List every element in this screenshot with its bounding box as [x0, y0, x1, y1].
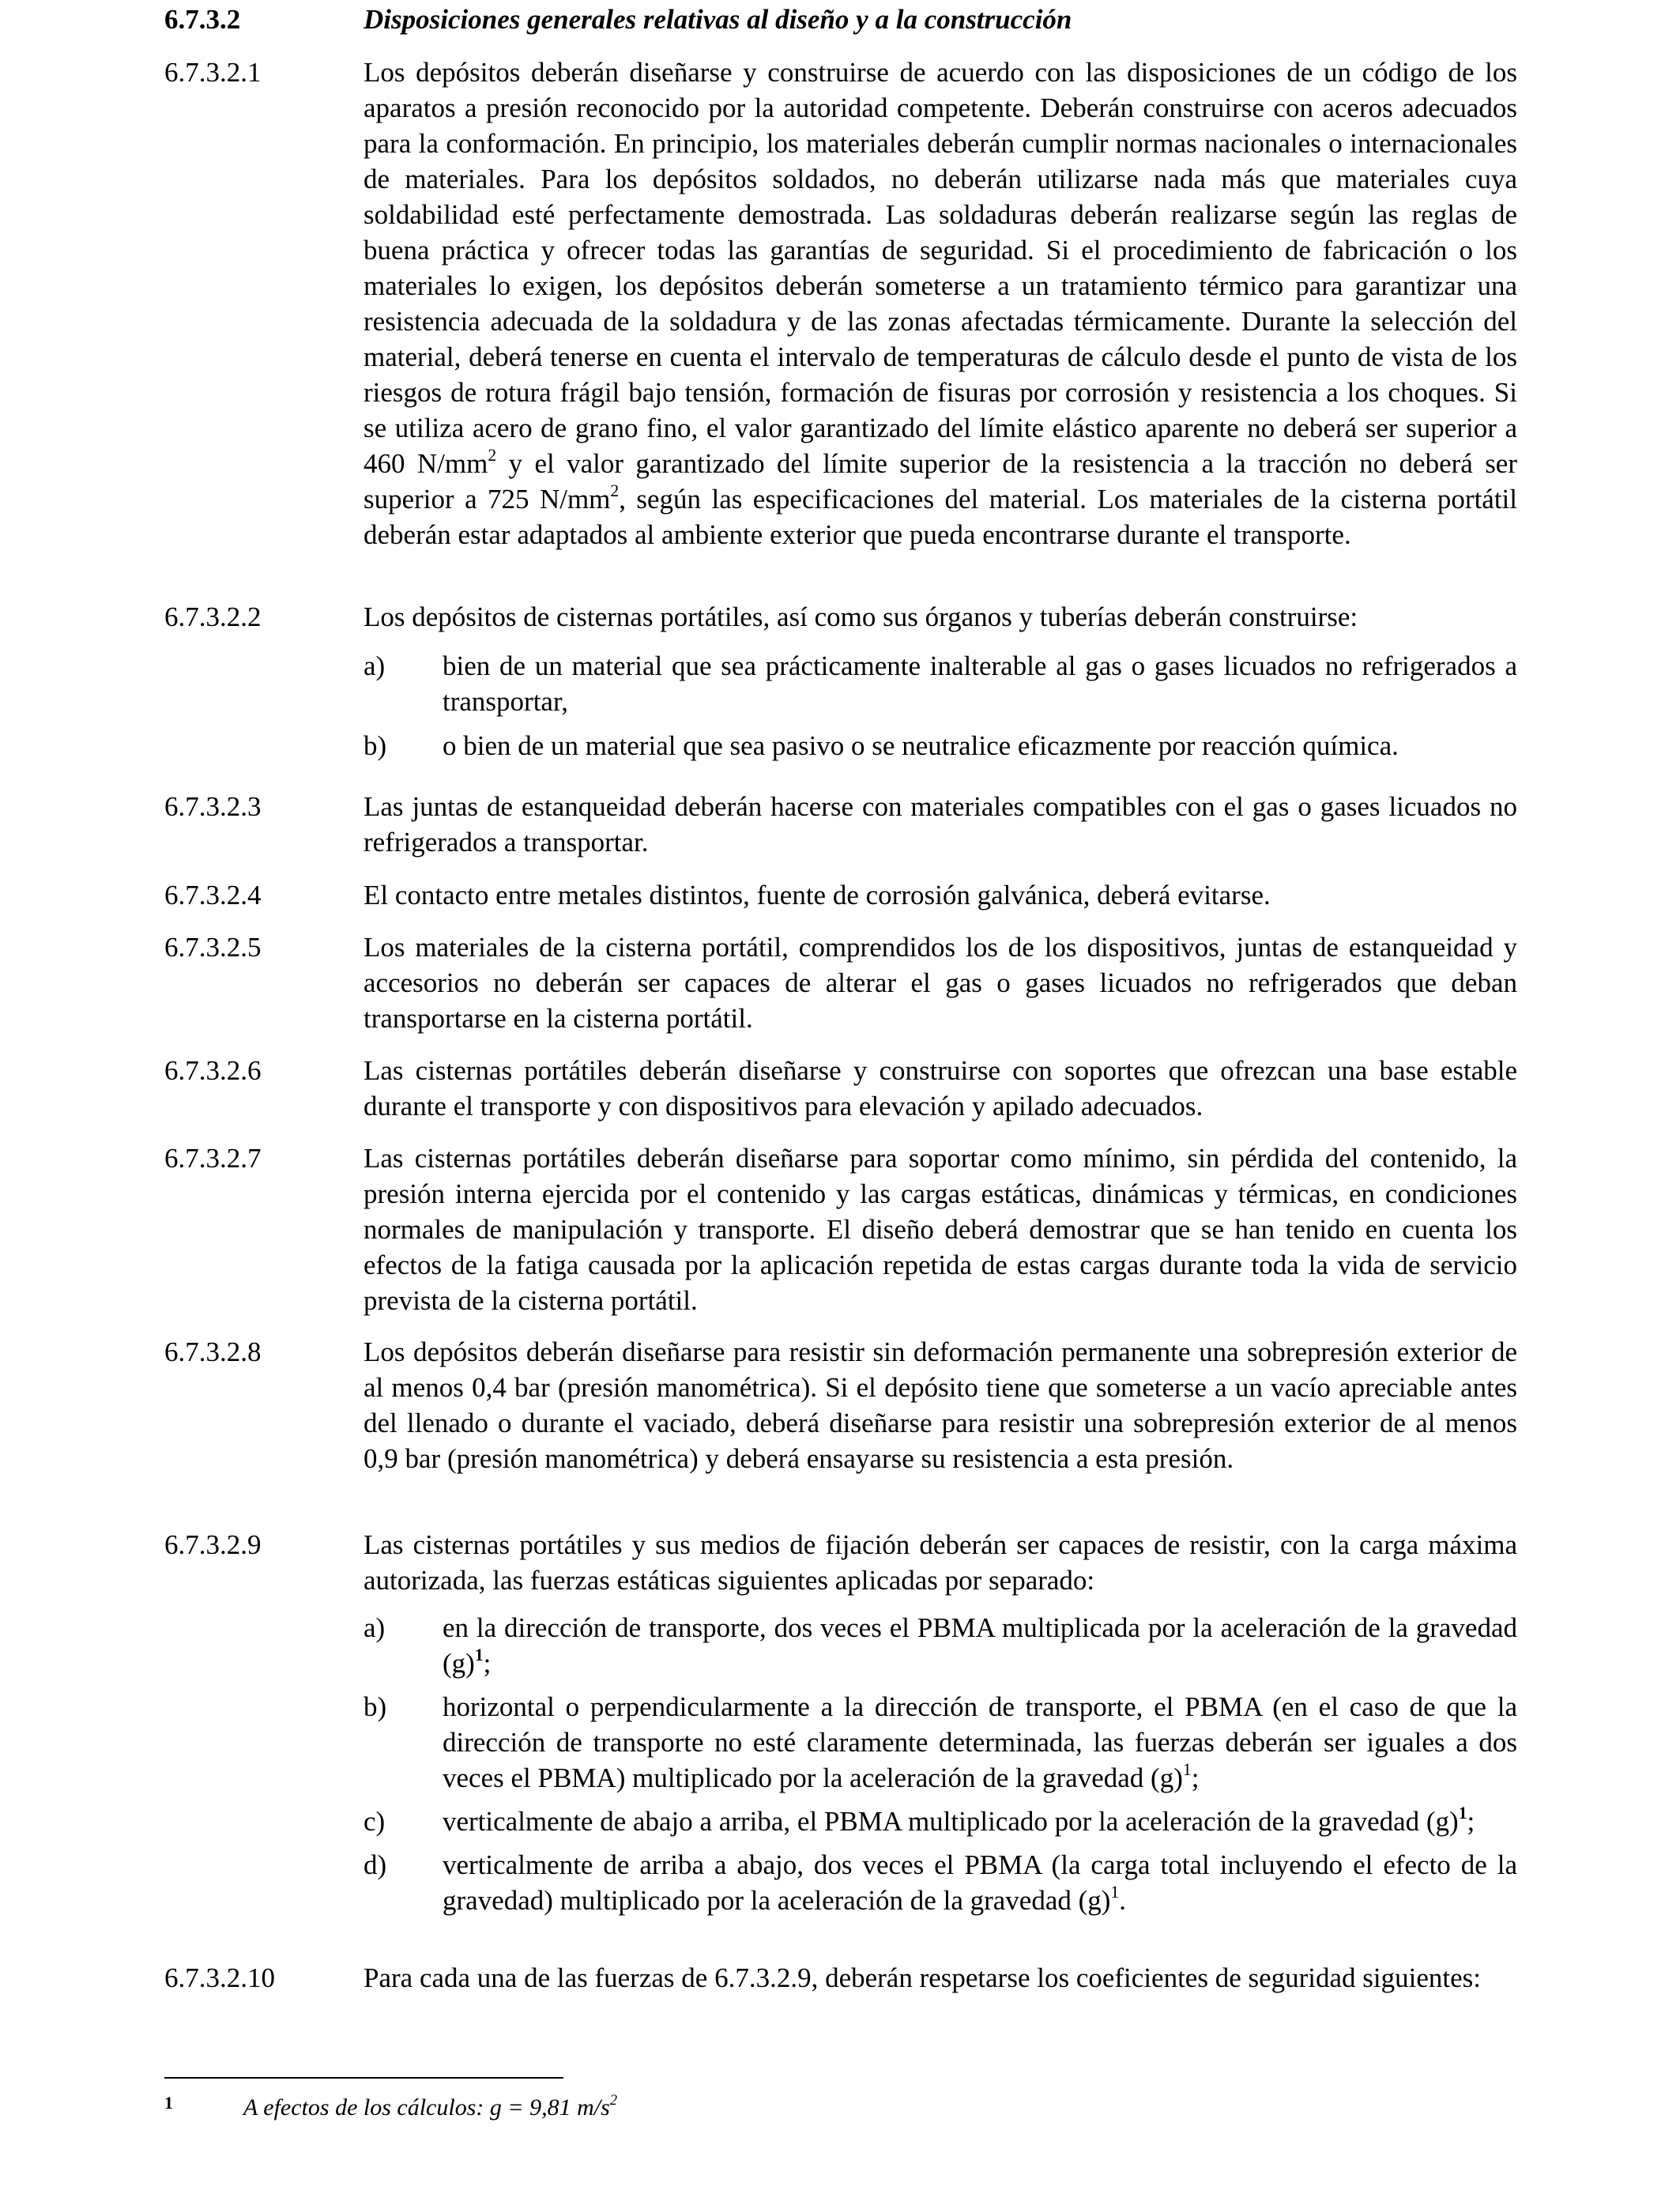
- paragraph-number: 6.7.3.2.1: [164, 57, 262, 88]
- paragraph-text: Los depósitos de cisternas portátiles, así como sus órganos y tuberías deberán construirse:: [363, 601, 1358, 632]
- item-label: a): [363, 650, 386, 681]
- paragraph-text: Los depósitos deberán diseñarse y construirse de acuerdo con las disposiciones de un código de los aparatos a presión reconocido por la autoridad competente. Deberán construirse con aceros adecuados para la conformación. En principio, los materiales deberán cumplir normas nacionales o internacionales de materiales. Para los depósitos soldados, no deberán utilizarse nada más que materiales cuya soldabilidad esté perfectamente demostrada. Las soldaduras deberán realizarse según las reglas de buena práctica y ofrecer todas las garantías de seguridad. Si el procedimiento de fabricación o los materiales lo exigen, los depósitos deberán someterse a un tratamiento térmico para garantizar una resistencia adecuada de la soldadura y de las zonas afectadas térmicamente. Durante la selección del material, deberá tenerse en cuenta el intervalo de temperaturas de cálculo desde el punto de vista de los riesgos de rotura frágil bajo tensión, formación de fisuras por corrosión y resistencia a los choques. Si se utiliza acero de grano fino, el valor garantizado del límite elástico aparente no deberá ser superior a 460 $N/mm^2$ y el valor garantizado del límite superior de la resistencia a la tracción no deberá ser superior a 725 $N/mm^2$, según las especificaciones del material. Los materiales de la cisterna portátil deberán estar adaptados al ambiente exterior que pueda encontrarse durante el transporte.: [363, 57, 1517, 550]
- list-item: [363, 648, 1517, 719]
- superscript: 2: [488, 445, 497, 465]
- superscript: 2: [610, 481, 620, 500]
- paragraph-6-7-3-2-6: [164, 1053, 1517, 1124]
- paragraph-number: 6.7.3.2.7: [164, 1143, 262, 1174]
- footnote-reference: 1: [1458, 1803, 1467, 1823]
- item-text: verticalmente de abajo a arriba, el PBMA multiplicado por la aceleración de la gravedad $(g)^1$;: [443, 1803, 1475, 1837]
- paragraph-number: 6.7.3.2.10: [164, 1962, 275, 1993]
- item-label: c): [363, 1806, 386, 1837]
- paragraph-text: Las juntas de estanqueidad deberán hacerse con materiales compatibles con el gas o gases licuados no refrigerados a transportar.: [363, 791, 1517, 858]
- paragraph-6-7-3-2-3: [164, 789, 1517, 860]
- item-list: [363, 1610, 1517, 1918]
- paragraph-6-7-3-2-4: [164, 877, 1517, 913]
- paragraph-6-7-3-2-9: [164, 1527, 1517, 1918]
- paragraph-text: Los depósitos deberán diseñarse para resistir sin deformación permanente una sobrepresión exterior de al menos 0,4 bar (presión manométrica). Si el depósito tiene que someterse a un vacío apreciable antes del llenado o durante el vaciado, deberá diseñarse para resistir una sobrepresión exterior de al menos 0,9 bar (presión manométrica) y deberá ensayarse su resistencia a esta presión.: [363, 1336, 1517, 1474]
- paragraph-number: 6.7.3.2.6: [164, 1055, 262, 1086]
- item-label: d): [363, 1849, 387, 1880]
- item-text: bien de un material que sea prácticamente inalterable al gas o gases licuados no refrigerados a transportar,: [443, 650, 1517, 717]
- paragraph-6-7-3-2-2: [164, 599, 1517, 763]
- item-list: [363, 648, 1517, 763]
- list-item: [363, 728, 1517, 763]
- paragraph-text: Las cisternas portátiles y sus medios de fijación deberán ser capaces de resistir, con la carga máxima autorizada, las fuerzas estáticas siguientes aplicadas por separado:: [363, 1529, 1517, 1596]
- section-title: Disposiciones generales relativas al diseño y a la construcción: [363, 4, 1072, 35]
- item-text: en la dirección de transporte, dos veces el PBMA multiplicada por la aceleración de la gravedad $(g)^1$;: [443, 1612, 1517, 1679]
- list-item: [363, 1847, 1517, 1918]
- item-label: b): [363, 1691, 387, 1722]
- paragraph-number: 6.7.3.2.4: [164, 880, 262, 910]
- paragraph-6-7-3-2-5: [164, 929, 1517, 1036]
- footnote-reference: 1: [1182, 1759, 1192, 1779]
- list-item: [363, 1689, 1517, 1796]
- superscript: 2: [609, 2091, 618, 2109]
- paragraph-number: 6.7.3.2.3: [164, 791, 262, 822]
- list-item: [363, 1610, 1517, 1681]
- paragraph-6-7-3-2-7: [164, 1140, 1517, 1318]
- footnote-text: A efectos de los cálculos: g = 9,81 $m/s^2$: [243, 2091, 618, 2120]
- paragraph-6-7-3-2-8: [164, 1334, 1517, 1476]
- section-number: 6.7.3.2: [164, 4, 241, 35]
- item-text: o bien de un material que sea pasivo o se neutralice eficazmente por reacción química.: [443, 730, 1399, 761]
- footnote-separator: [164, 2077, 563, 2079]
- item-label: a): [363, 1612, 386, 1643]
- section-heading: [164, 2, 1517, 37]
- paragraph-number: 6.7.3.2.8: [164, 1336, 262, 1367]
- paragraph-6-7-3-2-1: [164, 55, 1517, 552]
- paragraph-text: Las cisternas portátiles deberán diseñarse para soportar como mínimo, sin pérdida del contenido, la presión interna ejercida por el contenido y las cargas estáticas, dinámicas y térmicas, en condiciones normales de manipulación y transporte. El diseño deberá demostrar que se han tenido en cuenta los efectos de la fatiga causada por la aplicación repetida de estas cargas durante toda la vida de servicio prevista de la cisterna portátil.: [363, 1143, 1517, 1316]
- footnote-mark: 1: [164, 2093, 173, 2113]
- paragraph-number: 6.7.3.2.2: [164, 601, 262, 632]
- footnote-reference: 1: [1110, 1882, 1120, 1902]
- paragraph-text: Para cada una de las fuerzas de 6.7.3.2.9, deberán respetarse los coeficientes de seguridad siguientes:: [363, 1962, 1482, 1993]
- item-text: verticalmente de arriba a abajo, dos veces el PBMA (la carga total incluyendo el efecto de la gravedad) multiplicado por la aceleración de la gravedad $(g)^1$.: [443, 1849, 1517, 1916]
- item-label: b): [363, 730, 387, 761]
- item-text: horizontal o perpendicularmente a la dirección de transporte, el PBMA (en el caso de que la dirección de transporte no esté claramente determinada, las fuerzas deberán ser iguales a dos veces el PBMA) multiplicado por la aceleración de la gravedad $(g)^1$;: [443, 1691, 1517, 1793]
- paragraph-text: Los materiales de la cisterna portátil, comprendidos los de los dispositivos, juntas de estanqueidad y accesorios no deberán ser capaces de alterar el gas o gases licuados no refrigerados que deban transportarse en la cisterna portátil.: [363, 932, 1517, 1034]
- paragraph-number: 6.7.3.2.9: [164, 1529, 262, 1560]
- paragraph-text: Las cisternas portátiles deberán diseñarse y construirse con soportes que ofrezcan una base estable durante el transporte y con dispositivos para elevación y apilado adecuados.: [363, 1055, 1517, 1122]
- paragraph-6-7-3-2-10: [164, 1960, 1517, 1996]
- list-item: [363, 1804, 1517, 1839]
- footnote-reference: 1: [474, 1645, 484, 1664]
- paragraph-text: El contacto entre metales distintos, fuente de corrosión galvánica, deberá evitarse.: [363, 880, 1271, 910]
- paragraph-number: 6.7.3.2.5: [164, 932, 262, 963]
